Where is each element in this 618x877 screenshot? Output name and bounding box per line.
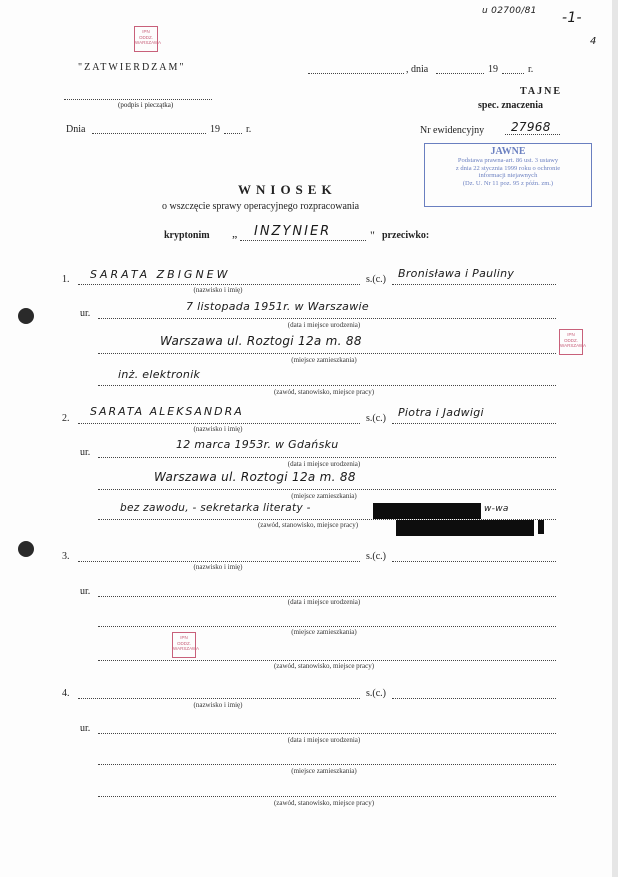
- date-label: Dnia: [66, 124, 86, 135]
- date-year-line: [224, 133, 242, 134]
- person-number: 2.: [62, 413, 70, 424]
- reference-number: u 02700/81: [482, 6, 537, 16]
- year-line: [502, 73, 524, 74]
- person-residence: Warszawa ul. Roztogi 12a m. 88: [154, 470, 356, 484]
- document-title: WNIOSEK: [238, 182, 337, 197]
- birth-line: [98, 318, 556, 319]
- work-caption: (zawód, stanowisko, miejsce pracy): [273, 388, 375, 396]
- born-label: ur.: [80, 723, 91, 734]
- name-line: [78, 561, 360, 562]
- kryptonim-label: kryptonim: [164, 230, 210, 241]
- birth-caption: (data i miejsce urodzenia): [287, 598, 361, 606]
- parents-line: [392, 698, 556, 699]
- name-line: [78, 423, 360, 424]
- page-number: -1-: [562, 10, 582, 26]
- person-work-tail: w-wa: [484, 504, 509, 514]
- approve-heading: "ZATWIERDZAM": [78, 62, 186, 73]
- residence-line: [98, 489, 556, 490]
- signature-line: [64, 99, 212, 100]
- person-work: bez zawodu, - sekretarka literaty -: [120, 502, 311, 514]
- year-suffix: r.: [528, 64, 534, 75]
- person-parents: Bronisława i Pauliny: [398, 267, 515, 280]
- dnia-label: , dnia: [406, 64, 429, 75]
- scan-edge: [612, 0, 618, 877]
- document-subtitle: o wszczęcie sprawy operacyjnego rozpracowania: [162, 201, 360, 212]
- parents-label: s.(c.): [366, 688, 386, 699]
- born-label: ur.: [80, 586, 91, 597]
- person-number: 4.: [62, 688, 70, 699]
- date-line: [436, 73, 484, 74]
- work-line: [98, 385, 556, 386]
- person-number: 1.: [62, 274, 70, 285]
- person-number: 3.: [62, 551, 70, 562]
- date-year: 19: [210, 124, 220, 135]
- residence-caption: (miejsce zamieszkania): [291, 356, 357, 364]
- residence-caption: (miejsce zamieszkania): [291, 767, 357, 775]
- birth-line: [98, 596, 556, 597]
- name-caption: (nazwisko i imię): [193, 286, 243, 294]
- residence-caption: (miejsce zamieszkania): [291, 628, 357, 636]
- kryptonim-value: INZYNIER: [254, 224, 332, 239]
- work-line: [98, 660, 556, 661]
- parents-line: [392, 423, 556, 424]
- redaction-block: [373, 503, 481, 519]
- person-parents: Piotra i Jadwigi: [398, 406, 484, 419]
- ipn-stamp: IPN ODDZ. WARSZAWA: [559, 329, 583, 355]
- kryptonim-line: [240, 240, 366, 241]
- birth-caption: (data i miejsce urodzenia): [287, 460, 361, 468]
- residence-line: [98, 353, 556, 354]
- person-residence: Warszawa ul. Roztogi 12a m. 88: [160, 334, 362, 348]
- kryptonim-close-quote: ": [370, 228, 375, 242]
- person-work: inż. elektronik: [118, 368, 201, 381]
- register-line: [505, 134, 560, 135]
- parents-line: [392, 284, 556, 285]
- redaction-mark: [538, 520, 544, 534]
- birth-line: [98, 733, 556, 734]
- classification-spec: spec. znaczenia: [478, 100, 543, 111]
- born-label: ur.: [80, 447, 91, 458]
- residence-line: [98, 626, 556, 627]
- work-caption: (zawód, stanowisko, miejsce pracy): [273, 799, 375, 807]
- parents-line: [392, 561, 556, 562]
- birth-caption: (data i miejsce urodzenia): [287, 736, 361, 744]
- work-line: [98, 796, 556, 797]
- page-number-secondary: 4: [590, 36, 597, 47]
- name-line: [78, 284, 360, 285]
- parents-label: s.(c.): [366, 274, 386, 285]
- birth-line: [98, 457, 556, 458]
- work-caption: (zawód, stanowisko, miejsce pracy): [273, 662, 375, 670]
- person-name: SARATA ALEKSANDRA: [90, 405, 244, 418]
- year-label: 19: [488, 64, 498, 75]
- date-suffix: r.: [246, 124, 252, 135]
- ipn-stamp: IPN ODDZ. WARSZAWA: [172, 632, 196, 658]
- punch-hole: [18, 308, 34, 324]
- residence-line: [98, 764, 556, 765]
- jawne-stamp: JAWNE Podstawa prawna-art. 86 ust. 3 ustawy z dnia 22 stycznia 1999 roku o ochronie informacji niejawnych (Dz. U. Nr 11 poz. 95 z późn. zm.): [424, 143, 592, 207]
- ipn-stamp: IPN ODDZ. WARSZAWA: [134, 26, 158, 52]
- parents-label: s.(c.): [366, 413, 386, 424]
- przeciwko-label: przeciwko:: [382, 230, 430, 241]
- register-label: Nr ewidencyjny: [420, 125, 485, 136]
- work-caption: (zawód, stanowisko, miejsce pracy): [257, 521, 359, 529]
- residence-caption: (miejsce zamieszkania): [291, 492, 357, 500]
- name-caption: (nazwisko i imię): [193, 563, 243, 571]
- name-caption: (nazwisko i imię): [193, 425, 243, 433]
- redaction-block: [396, 520, 534, 536]
- person-birth: 7 listopada 1951r. w Warszawie: [186, 300, 369, 313]
- name-caption: (nazwisko i imię): [193, 701, 243, 709]
- date-line-2: [92, 133, 206, 134]
- name-line: [78, 698, 360, 699]
- person-name: SARATA ZBIGNEW: [90, 268, 231, 281]
- place-line: [308, 73, 404, 74]
- kryptonim-open-quote: „: [232, 226, 238, 240]
- born-label: ur.: [80, 308, 91, 319]
- signature-caption: (podpis i pieczątka): [118, 101, 174, 109]
- parents-label: s.(c.): [366, 551, 386, 562]
- punch-hole: [18, 541, 34, 557]
- person-birth: 12 marca 1953r. w Gdańsku: [176, 438, 339, 451]
- birth-caption: (data i miejsce urodzenia): [287, 321, 361, 329]
- register-number: 27968: [511, 120, 551, 134]
- classification-level: TAJNE: [520, 86, 563, 97]
